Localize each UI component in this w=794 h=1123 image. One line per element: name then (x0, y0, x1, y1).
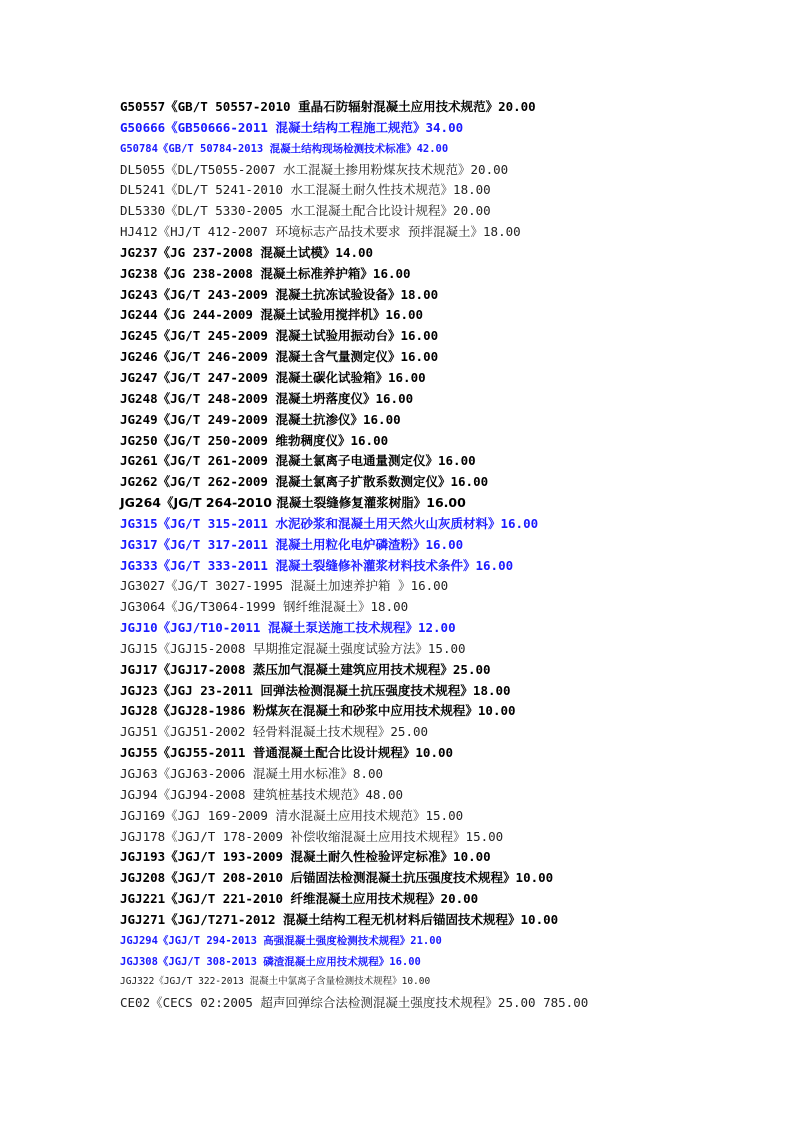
standard-entry: JG261《JG/T 261-2009 混凝土氯离子电通量测定仪》16.00 (120, 453, 476, 469)
standard-entry: JGJ294《JGJ/T 294-2013 高强混凝土强度检测技术规程》21.00 (120, 934, 442, 947)
standard-entry: JG247《JG/T 247-2009 混凝土碳化试验箱》16.00 (120, 369, 426, 385)
standard-entry: JGJ55《JGJ55-2011 普通混凝土配合比设计规程》10.00 (120, 745, 454, 761)
standard-entry: JGJ15《JGJ15-2008 早期推定混凝土强度试验方法》15.00 (120, 640, 466, 656)
standard-entry: CE02《CECS 02:2005 超声回弹综合法检测混凝土强度技术规程》25.00 785.00 (120, 995, 589, 1011)
standard-entry: G50557《GB/T 50557-2010 重晶石防辐射混凝土应用技术规范》20.00 (120, 99, 536, 114)
standard-entry: JG317《JG/T 317-2011 混凝土用粒化电炉磷渣粉》16.00 (120, 536, 464, 552)
standard-entry: JG249《JG/T 249-2009 混凝土抗渗仪》16.00 (120, 411, 401, 427)
standard-entry: JGJ17《JGJ17-2008 蒸压加气混凝土建筑应用技术规程》25.00 (120, 661, 491, 677)
standard-entry: JGJ308《JGJ/T 308-2013 磷渣混凝土应用技术规程》16.00 (120, 955, 421, 968)
standard-entry: DL5055《DL/T5055-2007 水工混凝土掺用粉煤灰技术规范》20.00 (120, 161, 509, 177)
standard-entry: JGJ63《JGJ63-2006 混凝土用水标准》8.00 (120, 766, 384, 781)
standard-entry: JG243《JG/T 243-2009 混凝土抗冻试验设备》18.00 (120, 286, 439, 302)
standard-entry: JG333《JG/T 333-2011 混凝土裂缝修补灌浆材料技术条件》16.00 (120, 557, 514, 573)
standard-entry: JGJ271《JGJ/T271-2012 混凝土结构工程无机材料后锚固技术规程》10.00 (120, 911, 559, 927)
standard-entry: JGJ94《JGJ94-2008 建筑桩基技术规范》48.00 (120, 786, 404, 802)
standard-entry: JGJ23《JGJ 23-2011 回弹法检测混凝土抗压强度技术规程》18.00 (120, 682, 511, 698)
standard-entry: JGJ178《JGJ/T 178-2009 补偿收缩混凝土应用技术规程》15.00 (120, 828, 504, 844)
standard-entry: DL5241《DL/T 5241-2010 水工混凝土耐久性技术规范》18.00 (120, 182, 491, 198)
standard-entry: JGJ208《JGJ/T 208-2010 后锚固法检测混凝土抗压强度技术规程》10.00 (120, 870, 554, 886)
standard-entry: G50784《GB/T 50784-2013 混凝土结构现场检测技术标准》42.00 (120, 142, 449, 155)
standard-entry: JG244《JG 244-2009 混凝土试验用搅拌机》16.00 (120, 307, 424, 323)
standard-entry: JG250《JG/T 250-2009 维勃稠度仪》16.00 (120, 432, 389, 448)
standard-entry: JGJ28《JGJ28-1986 粉煤灰在混凝土和砂浆中应用技术规程》10.00 (120, 703, 516, 719)
document-body (120, 97, 780, 1014)
standard-entry: JG262《JG/T 262-2009 混凝土氯离子扩散系数测定仪》16.00 (120, 474, 489, 490)
standard-entry: JG246《JG/T 246-2009 混凝土含气量测定仪》16.00 (120, 349, 439, 365)
standard-entry: JG3027《JG/T 3027-1995 混凝土加速养护箱 》16.00 (120, 578, 449, 594)
standard-entry: JGJ169《JGJ 169-2009 清水混凝土应用技术规范》15.00 (120, 807, 464, 823)
standard-entry: JG3064《JG/T3064-1999 钢纤维混凝土》18.00 (120, 599, 409, 615)
standard-entry: G50666《GB50666-2011 混凝土结构工程施工规范》34.00 (120, 119, 464, 135)
standard-entry: DL5330《DL/T 5330-2005 水工混凝土配合比设计规程》20.00 (120, 203, 491, 219)
standard-entry: JG315《JG/T 315-2011 水泥砂浆和混凝土用天然火山灰质材料》16.00 (120, 515, 539, 531)
standard-entry: JG248《JG/T 248-2009 混凝土坍落度仪》16.00 (120, 390, 414, 406)
standard-entry: JGJ10《JGJ/T10-2011 混凝土泵送施工技术规程》12.00 (120, 620, 456, 636)
standard-entry: JG237《JG 237-2008 混凝土试模》14.00 (120, 244, 374, 260)
standard-entry: JG264《JG/T 264-2010 混凝土裂缝修复灌浆树脂》16.00 (120, 495, 466, 511)
standard-entry: JGJ221《JGJ/T 221-2010 纤维混凝土应用技术规程》20.00 (120, 891, 479, 907)
standard-entry: HJ412《HJ/T 412-2007 环境标志产品技术要求 预拌混凝土》18.00 (120, 224, 521, 240)
standard-entry: JGJ322《JGJ/T 322-2013 混凝土中氯离子含量检测技术规程》10.00 (120, 976, 431, 988)
standard-entry: JGJ51《JGJ51-2002 轻骨料混凝土技术规程》25.00 (120, 724, 429, 740)
standard-entry: JG238《JG 238-2008 混凝土标准养护箱》16.00 (120, 265, 411, 281)
standard-entry: JGJ193《JGJ/T 193-2009 混凝土耐久性检验评定标准》10.00 (120, 849, 491, 865)
standard-entry: JG245《JG/T 245-2009 混凝土试验用振动台》16.00 (120, 328, 439, 344)
